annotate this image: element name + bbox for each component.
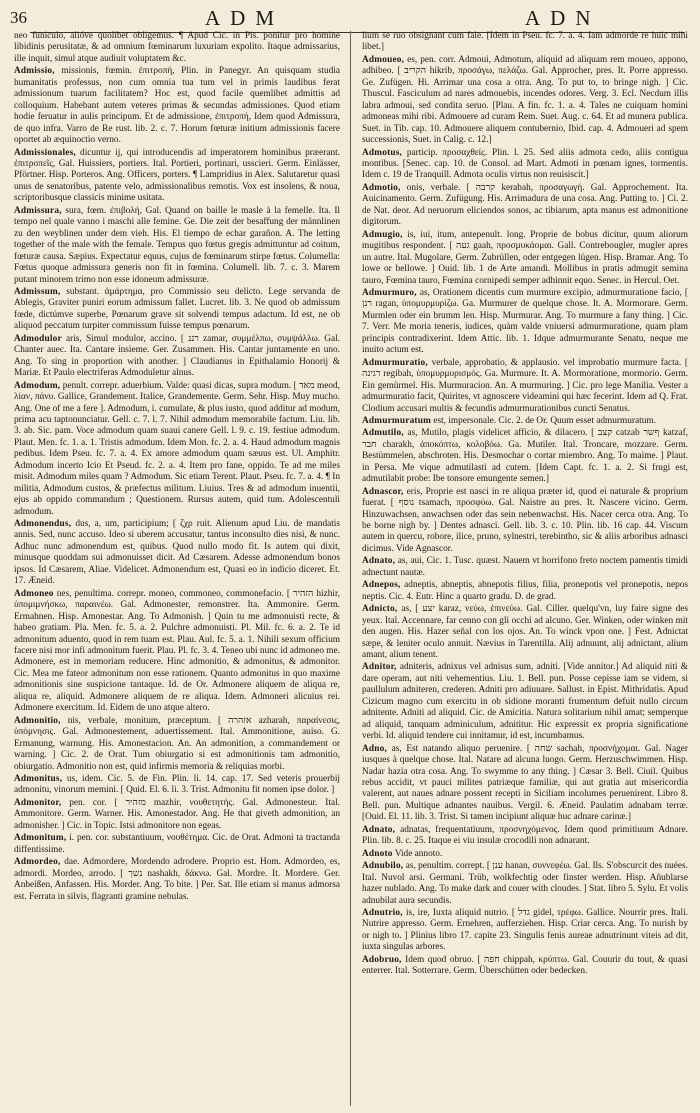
entry-headword: Admutilo, [362, 428, 404, 439]
dictionary-entry [14, 857, 340, 903]
entry-text: i. pen. cor. substantiuum, νουθέτημα. Cic. de Orat. Admoni ta tractanda diffentissime. [14, 833, 340, 855]
entry-text: penult. correpr. aduerbium. Valde: quasi dicas, supra modum. [ מאד meod, λίαν, πάνυ. Gallice, Grandement. Italice, Grandemente. Germ. Sehr. Hisp. Muy mucho. Ang. One of me a fere ]. Admodum, i. cumulate, & plus iusto, quod additur ad modum, prima acu taptonunciatur. Gell. c. 7. l. 7. Nihil admodum memorabile factum. Liu. lib. 3. ab. Sic. pam. Voce admodum quam suaui canere Gell. l. 9. c. 19. festiue admodum. Plaut. Men. fc. 1. a. 1. Tristis admodum. Idem Mon. fc. 2. a. 4. Haud admodum magnis pedibus. Idem Pseu. fc. 7. a. 4. Ex amore admodum quam sæuus est. Ul. Amphitr. Admodum incerto Icio Et Pseud. fc. 2. a. 4. Item pro fane, oppido. Te ad me miles misit. Admodum miles quam ? Admodum. Sic etiam Terent. Plaut. Pseu. fc. 7. a. 4. ¶ In militia, Admodum custos, & præfectus militum. Liuius. Tres & ad admodum inuentii, ejus ab oppido commandum ; Questionem. Rursus autem, quid tum. Adolescentuli admodum. [14, 380, 340, 517]
entry-text: missionis, fœmin. ἐπιτροπή, Plin. in Panegyr. An quisquam studia humanitatis professus, non cum omnia tua tum vel in primis laudibus ferat admissionum tuarum facilitatem? Hoc est, quod facile quemlibet admittis ad colloquium. Habebant autem veteres primas & secundas admissiones. Quod etiam hodie feruatur in aulis principum. Et de admissione, ἐπιτροπή, Idem quod Admissura, de quo infra. Varro de Re rust. lib. 2. c. 7. Horum fœturæ initium admissionis facere oportet ab æquinoctio verno. [14, 66, 340, 146]
entry-text: eris, Proprie est nasci in re aliqua præter id, quod ei naturale & proprium fuerat. [ נוסף tsamach, προσφύω. Gal. Naistre au pres. It. Nascere vicino. Germ. Hinzuwachsen, anwachsen oder das sein nebenwachst. His. Nacer cerca otra. Ang. To be borne nigh by. ] Dentes adnasci. Gell. lib. 3. c. 10. Plin. lib. 16 cap. 44. Viscum autem in quercu, robore, ilice, pruno, sylnestri, terebintho, sic & aliis arboribus adnasci dicimus. Vide Agnascor. [362, 486, 688, 554]
page-header [0, 6, 700, 30]
entry-headword: Adnepos, [362, 580, 401, 591]
entry-text: is, iui, itum, antepenult. long. Proprie de bobus dicitur, quum aliorum mugitibus respondent. [ געה gaah, προσμυκάομαι. Gall. Contrebougler, mugler apres un autre. Ital. Mugolare, Germ. Zubrüllen, oder entgegen lügen. Hisp. Bramar. Ang. To lowe or bellowe. ] Ouid. lib. 1 de Arte amandi. Mollibus in pratis admugit semina tauro, Fœmina tauro, Fœmina cornipedi semper adhinnit equo. Senec. in Hercul. Oet. [362, 229, 688, 286]
dictionary-entry [362, 580, 688, 603]
dictionary-entry [14, 833, 340, 856]
dictionary-entry [14, 148, 340, 205]
entry-text: es, pen. corr. Admoui, Admotum, aliquid ad aliquam rem moueo, appono, adhibeo. [ הקריב hikrib, προσάγω, πελάζω. Gal. Approcher, pres. It. Porre appresso. Ge. Zufügen. Hi. Arrimar una cosa a otra. Ang. To put to, to bringe nigh. ] Cic. Thuscul. Fasciculum ad nares admouebis, incendes odores. Verg. 3. Ecl. Necdum illis labra admoui, sed condita seruo. [Plau. A fin. fc. 1. a. 4. Tales ne cuiquam homini admoneas mihi ribi. Admouere ad curam Rem. Suet. Aug. c. 64. Et ad munera publica. Suet. in Tib. cap. 10. Admouere aliquem contubernio, Ibid. cap. 4. Admoueri ad spem successionis, Suet. in Calig. c. 12.] [362, 54, 688, 146]
entry-text: onis, verbale. [ קרבה kerabah, προσαγωγή. Gal. Approchement. Ita. Auicinamento. Germ. Zufügung. His. Arrimadura de una cosa. Ang. Putting to. ] Ci. 2. de Nat. deor. Ad neruorum eliciendos sonos, ac tibiarum, apta manus est admonitione digitorum. [362, 182, 688, 228]
entry-headword: Admonendus, [14, 519, 72, 530]
entry-headword: Admoneo [14, 588, 54, 599]
dictionary-entry [14, 31, 340, 65]
dictionary-entry [362, 556, 688, 579]
entry-headword: Adnubilo, [362, 861, 404, 872]
running-head-left: ADM [205, 6, 285, 30]
entry-text: Vide annoto. [394, 848, 443, 859]
entry-headword: Admodulor [14, 333, 62, 344]
entry-headword: Admurmuratum [362, 415, 432, 426]
entry-text: as, Est natando aliquo peruenire. [ שחה sachah, προσνήχομαι. Gal. Nager iusques à quelque chose. Ital. Natare ad alcuna luogo. Germ. Herzuschwimmen. Hisp. Nadar hazia otra cosa. Ang. To swymme to any thing. ] Cæsar 3. Bell. Ciuil. Quibus rebus accidit, vt pauci milites patriæque familiæ, qui aut gratia aut misericordia valerent, aut naues adnare possent recepti in Siciliam incolumes peruenirent. Libro 8. Bell. pun. Multique adnantes nauibus. Vergil. 6. Æneid. Paulatim adnabam terræ. [Ouid. El. 11. lib. 3. Trist. Si tamen incipiunt aliquæ huc adnare carinæ.] [362, 743, 688, 823]
entry-text: dus, a, um, participium; [ ζχρ ruit. Alienum apud Liu. de mandatis annis. Sed, nunc accuso. Ideo si uberem accusatur, tantus inconsulto dies nisi, & nunc. Adhuc nunc admonendum est, quibus. Quod nullo modo fit. Is autem qui dixit, minusque quoddam sui admonuisset dicit. Ad Cæsarem. Adesse admonendum bonos ipsos. Id Cæsarem, Aliae. Videlicet. Admonendum est, Quasi eo in indicio diceret. Et. 17. Æneid. [14, 519, 340, 587]
entry-headword: Adnato, [362, 824, 396, 835]
entry-headword: Adnutrio, [362, 907, 403, 918]
dictionary-entry [362, 428, 688, 485]
entry-text: dae. Admordere, Mordendo adrodere. Proprio est. Hom. Admordeo, es, admordi. Mordeo, arrodo. [ נשך nashakh, δάκνω. Gal. Mordre. It. Mordere. Ger. Anbeißen, Anfassen. His. Morder. Ang. To bite. ] Per. Sat. Ille etiam si manus admorsa est. Ferrata in silvis, flagranti gramine nebulas. [14, 857, 340, 902]
entry-text: adniteris, adnixus vel adnisus sum, adniti. [Vide annitor.] Ad aliquid niti & dare operam, aut niti vehementius. Liu. 1. Bell. pun. Posse cepisse iam se videm, si paullulum adniteren, crederen. Adniti pro adiuuare. Sallust. in Epist. Mithridatis. Apud Cizicum magno cum exercitu in ob sidione moranti frumentum defuit nullo circum adnitente. Adniti ad aliquid. Cic. de Amicitia. Natura solitarium nihil amat; semperque ad aliquid, tanquam adminiculum, adnititur. Hic expressit ex propria significatione verbi. Id. aliquid tendere cui innitamur, id est, incumbamus. [362, 662, 688, 742]
dictionary-entry [362, 183, 688, 229]
page-number: 36 [10, 8, 27, 27]
entry-text: dicuntur ij, qui introducendis ad imperatorem hominibus præerant. ἐπιτροπεῖς, Gal. Huissiers, portiers. Ital. Portieri, portinari, usscieri. Germ. Einlässer, Pförtner. Hisp. Porteros. Ang. Officers, porters. ¶ Lampridius in Alex. Salutaretur quasi unus de senatoribus, patente velo, admissionalibus remotis. Vox est insolens, & noua, scriptoribusque classicis minime usitata. [14, 147, 340, 204]
dictionary-entry [362, 288, 688, 357]
dictionary-entry [14, 66, 340, 146]
dictionary-entry [362, 744, 688, 824]
entry-headword: Admonitum, [14, 833, 67, 844]
entry-text: est, impersonale. Cic. 2. de Or. Quum esset admurmuratum. [433, 415, 656, 426]
entry-headword: Admodum, [14, 380, 61, 391]
entry-headword: Adnato, [362, 556, 396, 567]
dictionary-entry [362, 825, 688, 848]
dictionary-entry [14, 798, 340, 832]
entry-headword: Admurmuro, [362, 287, 417, 298]
left-column [14, 31, 340, 1107]
entry-text: as, [ יצע karaz, νεύω, ἐπινεύω. Gal. Ciller. quelqu'vn, luy faire signe des yeux. Ital. Accennare, far cenno con gli occhi ad alcuno. Ger. Winken, oder winken mit den augen. His. Hazer señal con los ojos. An. To winck vpon one. ] Fest. Adnictat sæpe, & leniter oculo annuit. Nævius in Tarentilla. Alij adnuunt, alij adnictant, alium amant, alium tenent. [362, 604, 688, 661]
entry-headword: Admissionales, [14, 147, 76, 158]
dictionary-entry [14, 381, 340, 518]
entry-text: aris, Simul modulor, accino. [ רננ zamar, συμμέλπω, συμψάλλω. Gal. Chanter auec. Ita. Cantare insieme. Ger. Zusammen. His. Cantar juntamente en uno. Ang. To sing in proportion with another. ] Claudianus in Epithalamio Honorij & Mariæ. Et Paulo electriferas Admoduletur alnus. [14, 333, 340, 379]
entry-text: pen. cor. [ מזהיר mazhir, νουθετητής. Gal. Admonesteur. Ital. Ammonitore. Germ. Warner. His. Amonestador. Ang. He that giveth admonition, an admonisher. ] Cic. in Topic. Istsi admonitore non egeas. [14, 797, 340, 831]
entry-headword: Admotio, [362, 182, 401, 193]
entry-text: us, idem. Cic. 5. de Fin. Plin. li. 14. cap. 17. Sed veteris prouerbij admonitu, vinorum memini. [ Quid. El. 6. li. 3. Trist. Admonitu fit nomen ipse dolor. ] [14, 774, 340, 796]
entry-text: adneptis, abneptis, abnepotis filius, filia, pronepotis vel pronepotis, nepos neptis. Cic. 4. Eutr. Hinc a quarto gradu. D. de grad. [362, 580, 688, 602]
dictionary-entry [362, 662, 688, 742]
entry-headword: Adnitor, [362, 662, 397, 673]
dictionary-entry [14, 589, 340, 715]
dictionary-entry [362, 416, 688, 427]
dictionary-entry [362, 908, 688, 954]
entry-text: as, Orationem dicentis cum murmure excipio, admurmuratione facio, [ רנן ragan, ὑπομυρμυρίζω. Ga. Murmurer de quelque chose. It. A. Mormorare. Germ. Murmlen oder ein brumm len. Hisp. Murmurar. Ang. To murmure a fany thing. ] Cic. 7. Verr. Me moria teneris, iudices, quàm valde vniuersi admurmuratione, quam plam principis contradixerint. Idem Attic. lib. 1. Idque admurmurante Senatu, neque me inuito actum est. [362, 287, 688, 356]
entry-headword: Admonitio, [14, 715, 61, 726]
entry-headword: Admordeo, [14, 857, 61, 868]
entry-text: as, Mutilo, plagis videlicet afficio, & dilacero. [ קצב catzab ףשר katzaf, חבר charakh, ἀποκόπτω, κολοβόω. Ga. Mutiler. Ital. Troncare, mozzare. Germ. Bestümmelen, abschroten. His. Desmochar o cortar miembro. Ang. To maime. ] Plaut. in Persa. Me vique admutilasti ad cutem. [Idem Capt. fc. 1. a. 2. Si frugi est, admutilabit probe: Ibe tonsore emungente semen.] [362, 428, 688, 485]
dictionary-entry [362, 861, 688, 907]
entry-headword: Adnascor, [362, 486, 404, 497]
entry-text: is, ire, Iuxta aliquid nutrio. [ גדל gidel, τρέφω. Gallice. Nourrir pres. Itali. Nutrire appresso. Germ. Ernehren, aufferziehen. Hisp. Criar cerca. Ang. To nurish by or nigh to. ] Plinius libro 17. capite 23. Singulis fenis aureae adnutrinunt viteis ad dit, iuxta singulas arbores. [362, 907, 688, 953]
entry-text: Idem quod obruo. [ חפה chippah, κρύπτω. Gal. Couurir du tout, & quasi enterrer. Ital. Sotterrare. Germ. Überschütten oder bedecken. [362, 954, 688, 977]
dictionary-entry [362, 955, 688, 978]
entry-text: nis, verbale, monitum, præceptum. [ אזהרה azharah, παραίνεσις, ὑπόμνησις. Gal. Admonestement, aduertissement. Ital. Ammonitione, auiso. G. Ermanung, warnung. His. Amonestacion. An. An admonition, a commandement or warning. ] Cic. 2. de Orat. Tum obiurgatio si est admonitionis tam admonitio, obiurgatio. Admonitio non est, quid infirmis memoria & reliquias morbi. [14, 715, 340, 772]
dictionary-entry [14, 716, 340, 773]
entry-headword: Admotus, [362, 147, 403, 158]
dictionary-entry [14, 519, 340, 588]
entry-headword: Adnoto [362, 848, 393, 859]
entry-text: adnatas, frequentatiuum, προσνηχόμενος. Idem quod primitiuum Adnare. Plin. lib. 8. c. 25. Itaque ei viu insulæ crocodili non adnarant. [362, 824, 688, 847]
entry-text: particip. προσαχθείς. Plin. l. 25. Sed aliis admota cedo, aliis contigua montibus. [Senec. cap. 10. de Consol. ad Mart. Admoti in pœnam ignes, tormentis. Idem c. 19 de Tranquill. Admota oculis virtus non reuisiscit.] [362, 147, 688, 181]
right-column [362, 31, 688, 1107]
dictionary-entry [362, 31, 688, 54]
entry-headword: Admugio, [362, 229, 403, 240]
entry-text: substant. ἁμάρτημα, pro Commissio seu delicto. Lege servanda de Ablegis, Graviter puniri eorum admissum fallet. Lucret. lib. 3. Ne quod ob admissum fœde, dictúmve superbe, Pœnarum grave sit solvendi tempus adactum. Id est, ne ob aliquod peccatum turpiter commissum fuisse tempus pœnarum. [14, 286, 340, 332]
entry-headword: Admurmuratio, [362, 357, 428, 368]
dictionary-entry [14, 334, 340, 380]
column-divider [350, 31, 351, 1106]
entry-headword: Adobruo, [362, 954, 402, 965]
dictionary-entry [362, 487, 688, 556]
dictionary-entry [14, 206, 340, 286]
entry-text: sura, fœm. ἐπιβολή, Gal. Quand on baille le masle à la femelle. Ita. Il tempo nel quale vanno i maschi alle femine. Ge. Die zeit der besaffung der männlinen zu den weyblinen under dem vieh. His. El tiempo de echar garañon. A. The letting together of the male with the female. Tempus quo fœtus gregis admittuntur ad coitum, fœturæ causa. Sæpius. Expectatur equus, cujus de fœminarum stirpe fœtus. Columella: Fœtus quoque admissura generis non fit in fœmina. Columell. lib. 7. c. 3. Marem putant minorem trimo non esse idoneum admissuræ. [14, 205, 340, 285]
entry-headword: Admissura, [14, 205, 62, 216]
dictionary-entry [14, 287, 340, 333]
dictionary-entry [362, 148, 688, 182]
entry-text: as, penultim. corrept. [ ענן hanan, συννεφέω. Gal. Ils. S'obscurcit des nuées. Ital. Nuvol arsi. Germani. Trüb, wolkfechtig oder finster werden. Hisp. Añublarse hazer nublado. Ang. To make dark and couer with cloudes. ] Stat. libro 5. Sylu. Et volis adnubilat aura secundis. [362, 861, 688, 906]
entry-headword: Adnicto, [362, 604, 398, 615]
entry-text: verbale, approbatio, & applausio. vel improbatio murmure facta. [ רגינה regibah, ὑπομυρμυρισμός. Ga. Murmure. It. A. Mormoratione, mormorio. Germ. Ein gemürmel. His. Murmuracion. An. A murmuring. ] Cic. pro lege Manilia. Vester a admurmuratio facit, Quirites, vt agnoscere videamini qui hæc fecerint. Idem ad Q. Frat. Clodium accusari multis & fecundis admurmurationibus cuncti Senatus. [362, 357, 688, 414]
dictionary-entry [362, 604, 688, 661]
entry-headword: Admissum, [14, 286, 61, 297]
entry-headword: Adno, [362, 743, 388, 754]
entry-text: neo funiculo, alióve quolibet obligemus. ¶ Apud Cic. in Pis. ponitur pro homine libidinis perusitatæ, & ad omnium fœminarum luxuriam expolito. Itaque admissarius, ille inquit, simul atque audiuit voluptatem &c. [14, 31, 340, 64]
entry-text: as, aui, Cic. 1. Tusc. quæst. Nauem vt horrifono freto noctem pamentis timidi adnectunt nautæ. [362, 556, 688, 578]
dictionary-entry [362, 358, 688, 415]
entry-headword: Admoueo, [362, 54, 405, 65]
running-head-right: ADN [525, 6, 601, 30]
dictionary-entry [362, 230, 688, 287]
entry-headword: Admissio, [14, 66, 55, 77]
dictionary-entry [362, 849, 688, 860]
entry-headword: Admonitus, [14, 774, 63, 784]
entry-headword: Admonitor, [14, 797, 62, 808]
dictionary-entry [362, 55, 688, 147]
dictionary-entry [14, 774, 340, 797]
entry-text: nes, penultima. correpr. moneo, commoneo, commonefacio. [ הזהיר hizhir, ὑπομιμνήσκω, παραινέω. Gal. Admonester, remonstrer. Ita. Ammonire. Germ. Ermahnen. Hisp. Amonestar. Ang. To Admonish. ] Quin tu me admonuisti recte, & habeo gratiam. Pla. Men. fc. 5. a. 2. Pulchre admonuisti. Pl. Mil. fc. 6. a. 2. Te id admonitum aduento, quod in rem tuam est. Plau. Aul. fc. 5. a. 1. Nihili sexum officium facere nisi mor infi admonitum fuerit. Plau. Pl. fc. 3. 4. Teneo ubi nunc id admoneo me. Admonere, est in memoriam reducere. Hinc admonitio, & admonitus, & admonitor. Cic. Mea me fateor admonitum non esse rationem. Quanto admonitus in quo maxime admonitionis sine suspicione tantaque. Id. de Or. Admonere aliquem de aliqua re, aliqua re, aliquid. Admonere aliquem de re aliqua. Idem. Admoneri alicuius rei. Admonere exercitum. Id. Eidem de uno atque altero. [14, 588, 340, 714]
entry-text: lium se ruo obsignant cum fale. [Idem in Pseu. fc. 7. a. 4. Iam admorde re huic mihi libet.] [362, 31, 688, 53]
